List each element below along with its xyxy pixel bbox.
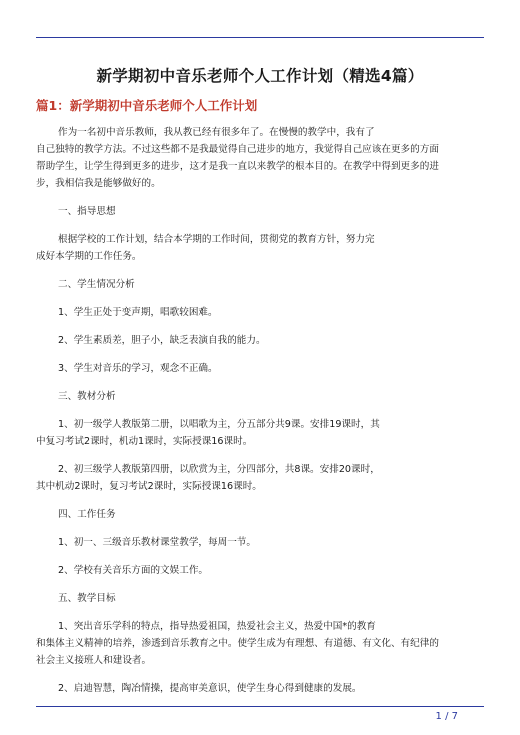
paragraph: [36, 304, 484, 321]
paragraph: [36, 416, 484, 450]
paragraph: [36, 618, 484, 669]
section-heading: 篇1：新学期初中音乐老师个人工作计划: [36, 98, 258, 113]
text-line: 2、学生素质差，胆子小，缺乏表演自我的能力。: [58, 335, 266, 346]
text-line: 2、启迪智慧，陶冶情操，提高审美意识，使学生身心得到健康的发展。: [58, 683, 362, 694]
paragraph: [36, 506, 484, 523]
paragraph: [36, 124, 484, 192]
text-line: 帮助学生，让学生得到更多的进步，这才是我一直以来教学的根本目的。在教学中得到更多的进: [36, 161, 439, 172]
paragraph: [36, 203, 484, 220]
heading-line: 二、学生情况分析: [58, 279, 135, 290]
paragraph: [36, 332, 484, 349]
text-line: 作为一名初中音乐教师，我从教已经有很多年了。在慢慢的教学中，我有了: [58, 127, 375, 138]
text-line: 1、突出音乐学科的特点，指导热爱祖国，热爱社会主义，热爱中国*的教育: [58, 621, 376, 632]
paragraph: [36, 360, 484, 377]
text-line: 自己独特的教学方法。不过这些都不是我最觉得自己进步的地方，我觉得自己应该在更多的方面: [36, 144, 439, 155]
paragraph: [36, 276, 484, 293]
heading-line: 三、教材分析: [58, 391, 116, 402]
text-line: 2、学校有关音乐方面的文娱工作。: [58, 565, 209, 576]
text-line: 步，我相信我是能够做好的。: [36, 178, 161, 189]
document-title: 新学期初中音乐老师个人工作计划（精选4篇）: [96, 67, 424, 85]
paragraph: [36, 562, 484, 579]
text-line: 根据学校的工作计划，结合本学期的工作时间，贯彻党的教育方针，努力完: [58, 234, 375, 245]
heading-line: 五、教学目标: [58, 593, 116, 604]
paragraph: [36, 680, 484, 697]
text-line: 其中机动2课时，复习考试2课时，实际授课16课时。: [36, 481, 262, 492]
text-line: 成好本学期的工作任务。: [36, 251, 142, 262]
page-indicator: 1 / 7: [435, 711, 458, 722]
paragraph: [36, 461, 484, 495]
paragraph: [36, 388, 484, 405]
top-rule: [36, 37, 484, 38]
paragraph: [36, 590, 484, 607]
text-line: 1、初一、三级音乐教材课堂教学，每周一节。: [58, 537, 256, 548]
paragraph: [36, 231, 484, 265]
paragraph: [36, 534, 484, 551]
heading-line: 四、工作任务: [58, 509, 116, 520]
text-line: 和集体主义精神的培养，渗透到音乐教育之中。使学生成为有理想、有道德、有文化、有纪律的: [36, 638, 439, 649]
bottom-rule: [36, 706, 484, 707]
text-line: 2、初三级学人教版第四册，以欣赏为主，分四部分，共8课。安排20课时，: [58, 464, 380, 475]
document-body: [36, 124, 484, 708]
text-line: 中复习考试2课时，机动1课时，实际授课16课时。: [36, 436, 253, 447]
text-line: 社会主义接班人和建设者。: [36, 655, 152, 666]
text-line: 3、学生对音乐的学习，观念不正确。: [58, 363, 218, 374]
heading-line: 一、指导思想: [58, 206, 116, 217]
text-line: 1、初一级学人教版第二册，以唱歌为主，分五部分共9课。安排19课时，其: [58, 419, 380, 430]
text-line: 1、学生正处于变声期，唱歌较困难。: [58, 307, 218, 318]
